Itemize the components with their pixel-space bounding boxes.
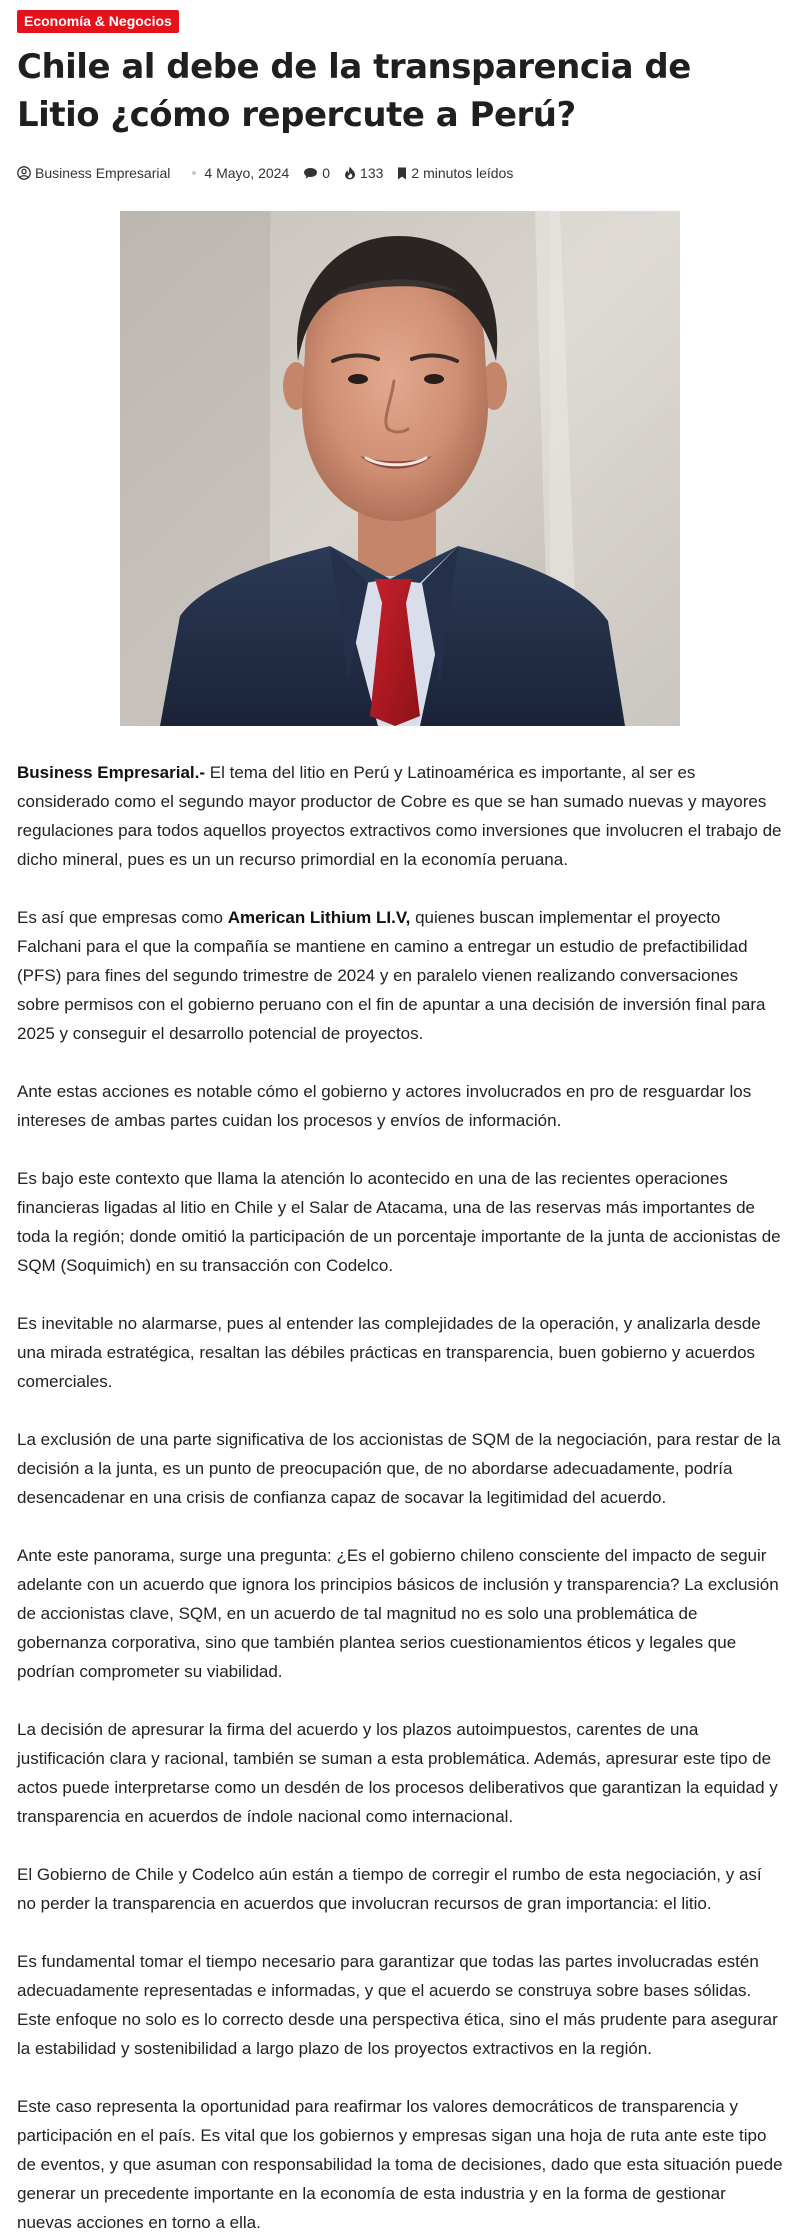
author-name: Business Empresarial bbox=[35, 165, 171, 181]
paragraph-text: quienes buscan implementar el proyecto Falchani para el que la compañía se mantiene en camino a entregar un estudio de prefactibilidad (PFS) para fines del segundo trimestre de 2024 y en paralelo vienen realizando conversaciones sobre permisos con el gobierno peruano con el fin de apuntar a una decisión de inversión final para 2025 y conseguir el desarrollo potencial de proyectos. bbox=[17, 908, 766, 1043]
portrait-photo bbox=[120, 211, 680, 726]
author-link[interactable] bbox=[17, 165, 170, 181]
article-paragraph-5: Es inevitable no alarmarse, pues al entender las complejidades de la operación, y analizarla desde una mirada estratégica, resaltan las débiles prácticas en transparencia, buen gobierno y acuerdos comerciales. bbox=[17, 1314, 761, 1391]
lead-source: Business Empresarial.- bbox=[17, 763, 206, 782]
comments-count: 0 bbox=[322, 165, 331, 181]
article-paragraph-4: Es bajo este contexto que llama la atención lo acontecido en una de las recientes operaciones financieras ligadas al litio en Chile y el Salar de Atacama, una de las reservas más importantes de toda la región; donde omitió la participación de un porcentaje importante de la junta de accionistas de SQM (Soquimich) en su transacción con Codelco. bbox=[17, 1169, 781, 1275]
meta-separator bbox=[192, 171, 196, 175]
article-paragraph-8: La decisión de apresurar la firma del acuerdo y los plazos autoimpuestos, carentes de una justificación clara y racional, también se suman a esta problemática. Además, apresurar este tipo de actos puede interpretarse como un desdén de los procesos deliberativos que garantizan la equidad y transparencia en acuerdos de índole nacional como internacional. bbox=[17, 1720, 778, 1826]
article-paragraph-9: El Gobierno de Chile y Codelco aún están a tiempo de corregir el rumbo de esta negociación, y así no perder la transparencia en acuerdos que involucran recursos de gran importancia: el litio. bbox=[17, 1865, 762, 1913]
read-time bbox=[397, 165, 513, 181]
article-body bbox=[17, 758, 783, 2237]
read-time-text: 2 minutos leídos bbox=[411, 165, 514, 181]
paragraph-text: Es así que empresas como bbox=[17, 908, 228, 927]
post-date: 4 Mayo, 2024 bbox=[204, 165, 290, 181]
article-paragraph-11: Este caso representa la oportunidad para reafirmar los valores democráticos de transparencia y participación en el país. Es vital que los gobiernos y empresas sigan una hoja de ruta ante este tipo de eventos, y que asuman con responsabilidad la toma de decisiones, dado que esta situación puede generar un precedente importante en la economía de esta industria y en la forma de gestionar nuevas acciones en torno a ella. bbox=[17, 2097, 783, 2232]
views-count: 133 bbox=[360, 165, 384, 181]
article-meta bbox=[17, 163, 783, 183]
article-paragraph-2 bbox=[17, 903, 783, 1048]
user-icon bbox=[17, 166, 31, 180]
featured-image bbox=[120, 211, 680, 726]
fire-icon bbox=[344, 166, 356, 180]
article-paragraph-3: Ante estas acciones es notable cómo el gobierno y actores involucrados en pro de resguardar los intereses de ambas partes cuidan los procesos y envíos de información. bbox=[17, 1082, 752, 1130]
comments-count-link[interactable] bbox=[303, 165, 330, 181]
company-name: American Lithium LI.V, bbox=[227, 908, 411, 927]
bookmark-icon bbox=[397, 167, 407, 180]
article-paragraph-1 bbox=[17, 758, 783, 874]
article-paragraph-6: La exclusión de una parte significativa de los accionistas de SQM de la negociación, para restar de la decisión a la junta, es un punto de preocupación que, de no abordarse adecuadamente, podría desencadenar en una crisis de confianza capaz de socavar la legitimidad del acuerdo. bbox=[17, 1430, 781, 1507]
paragraph-text: El tema del litio en Perú y Latinoamérica es importante, al ser es considerado como el segundo mayor productor de Cobre es que se han sumado nuevas y mayores regulaciones para todos aquellos proyectos extractivos como inversiones que involucren el trabajo de dicho mineral, pues es un un recurso primordial en la economía peruana. bbox=[17, 763, 782, 869]
category-badge[interactable]: Economía & Negocios bbox=[17, 10, 179, 33]
article-paragraph-7: Ante este panorama, surge una pregunta: ¿Es el gobierno chileno consciente del impacto de seguir adelante con un acuerdo que ignora los principios básicos de inclusión y transparencia? La exclusión de accionistas clave, SQM, en un acuerdo de tal magnitud no es solo una problemática de gobernanza corporativa, sino que también plantea serios cuestionamientos éticos y legales que podrían comprometer su viabilidad. bbox=[17, 1546, 779, 1681]
article-paragraph-10: Es fundamental tomar el tiempo necesario para garantizar que todas las partes involucradas estén adecuadamente representadas e informadas, y que el acuerdo se construya sobre bases sólidas. Este enfoque no solo es lo correcto desde una perspectiva ética, sino el más prudente para asegurar la estabilidad y sostenibilidad a largo plazo de los proyectos extractivos en la región. bbox=[17, 1952, 778, 2058]
comment-icon bbox=[303, 167, 318, 180]
views-counter bbox=[344, 165, 383, 181]
article-title: Chile al debe de la transparencia de Litio ¿cómo repercute a Perú? bbox=[17, 47, 691, 135]
